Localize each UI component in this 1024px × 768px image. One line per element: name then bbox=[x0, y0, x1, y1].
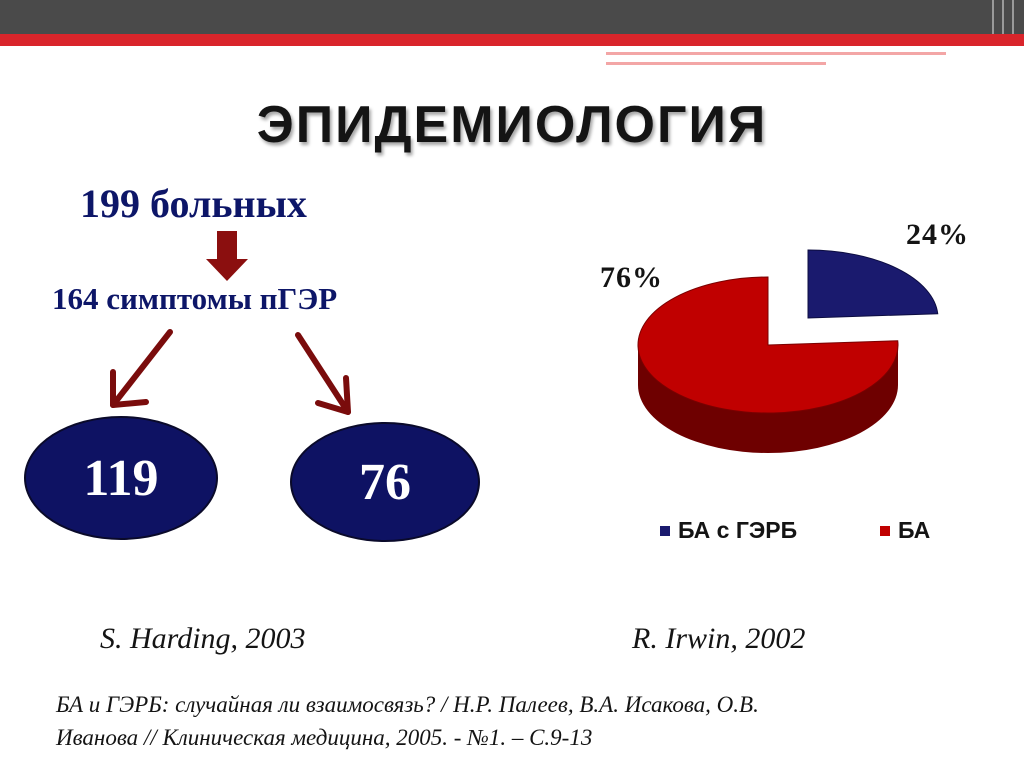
count-ellipse-left bbox=[24, 416, 218, 540]
count-value-left: 119 bbox=[83, 449, 159, 507]
pie-label-24: 24% bbox=[906, 218, 969, 251]
count-ellipse-right bbox=[290, 422, 480, 542]
right-arrow-icon bbox=[298, 335, 348, 412]
count-value-right: 76 bbox=[359, 453, 411, 511]
chart-legend bbox=[880, 517, 930, 544]
patients-count-label: 199 больных bbox=[80, 181, 307, 226]
chart-legend bbox=[660, 517, 797, 544]
down-arrow-icon bbox=[206, 231, 248, 281]
author-left: S. Harding, 2003 bbox=[100, 622, 306, 655]
legend-label-ba: БА bbox=[898, 517, 931, 543]
legend-swatch-ba bbox=[880, 526, 890, 536]
slide-title: ЭПИДЕМИОЛОГИЯ bbox=[256, 96, 768, 154]
pie-chart bbox=[638, 250, 938, 453]
pie-label-76: 76% bbox=[600, 261, 663, 294]
author-right: R. Irwin, 2002 bbox=[632, 622, 806, 655]
symptoms-label: 164 симптомы пГЭР bbox=[52, 281, 338, 316]
left-arrow-icon bbox=[113, 332, 170, 405]
pie-slice-ba-gerb bbox=[808, 250, 938, 318]
legend-swatch-ba-gerb bbox=[660, 526, 670, 536]
citation bbox=[56, 688, 976, 754]
legend-label-ba-gerb: БА с ГЭРБ bbox=[678, 517, 798, 543]
citation-line: Иванова // Клиническая медицина, 2005. - №1. – С.9-13 bbox=[56, 725, 593, 750]
citation-line: БА и ГЭРБ: случайная ли взаимосвязь? / Н.Р. Палеев, В.А. Исакова, О.В. bbox=[56, 692, 759, 717]
